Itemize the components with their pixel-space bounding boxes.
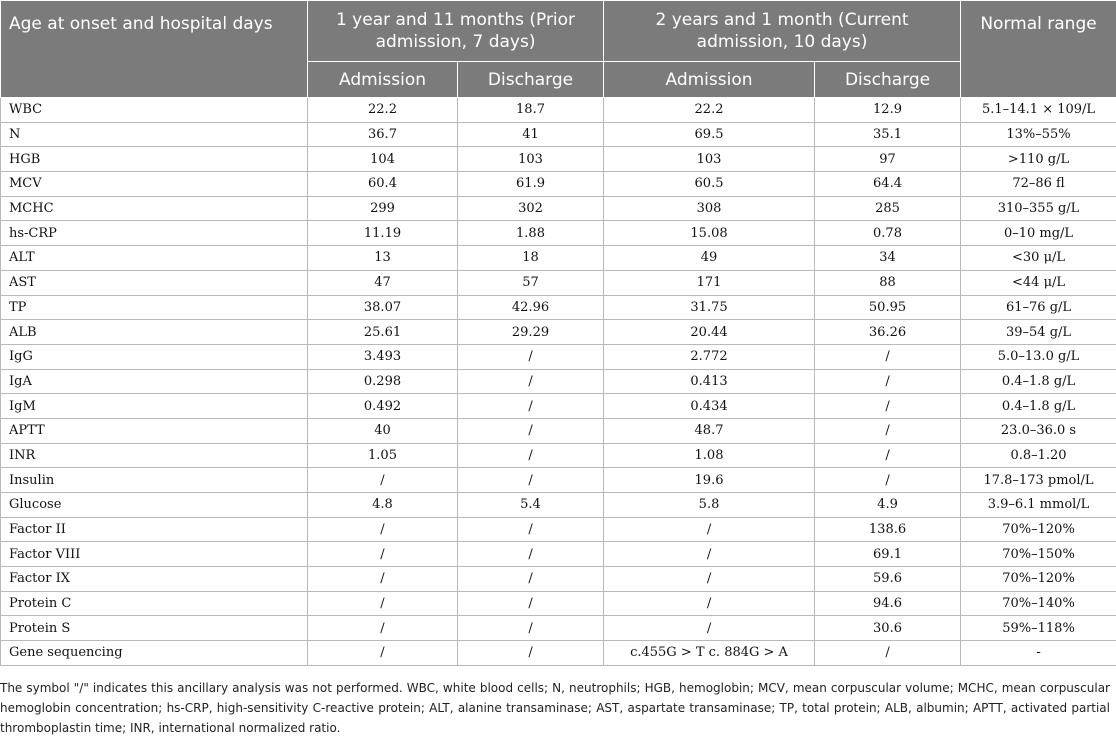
prior-discharge-value: 29.29 [458, 320, 604, 345]
prior-admission-value: 13 [308, 246, 458, 271]
table-row [1, 517, 1116, 542]
prior-discharge-value: / [458, 641, 604, 666]
current-admission-value: 308 [604, 196, 815, 221]
current-discharge-value: / [815, 468, 961, 493]
table-row [1, 468, 1116, 493]
table-row [1, 221, 1116, 246]
row-label: ALB [1, 320, 308, 345]
prior-discharge-value: / [458, 369, 604, 394]
prior-discharge-value: 41 [458, 122, 604, 147]
header-current-admission: 2 years and 1 month (Current admission, 10 days) [604, 1, 961, 62]
row-label: MCV [1, 172, 308, 197]
normal-range-value: 3.9–6.1 mmol/L [961, 493, 1116, 518]
current-discharge-value: 35.1 [815, 122, 961, 147]
current-discharge-value: 285 [815, 196, 961, 221]
prior-discharge-value: / [458, 567, 604, 592]
table-body [1, 98, 1116, 666]
current-discharge-value: 88 [815, 270, 961, 295]
normal-range-value: 310–355 g/L [961, 196, 1116, 221]
table-row [1, 246, 1116, 271]
row-label: Factor II [1, 517, 308, 542]
table-row [1, 270, 1116, 295]
row-label: IgG [1, 344, 308, 369]
row-label: Factor IX [1, 567, 308, 592]
current-discharge-value: / [815, 418, 961, 443]
prior-admission-value: 11.19 [308, 221, 458, 246]
prior-admission-value: 38.07 [308, 295, 458, 320]
prior-discharge-value: / [458, 394, 604, 419]
normal-range-value: 59%–118% [961, 616, 1116, 641]
current-admission-value: 1.08 [604, 443, 815, 468]
row-label: APTT [1, 418, 308, 443]
table-row [1, 196, 1116, 221]
current-discharge-value: 138.6 [815, 517, 961, 542]
table-row [1, 443, 1116, 468]
prior-discharge-value: / [458, 418, 604, 443]
current-discharge-value: / [815, 369, 961, 394]
row-label: Protein S [1, 616, 308, 641]
current-admission-value: 31.75 [604, 295, 815, 320]
row-label: ALT [1, 246, 308, 271]
header-current-discharge-sub: Discharge [815, 62, 961, 98]
current-discharge-value: 69.1 [815, 542, 961, 567]
normal-range-value: 0–10 mg/L [961, 221, 1116, 246]
normal-range-value: 5.1–14.1 × 109/L [961, 98, 1116, 123]
prior-discharge-value: 302 [458, 196, 604, 221]
current-admission-value: 171 [604, 270, 815, 295]
normal-range-value: 70%–120% [961, 517, 1116, 542]
current-admission-value: / [604, 517, 815, 542]
current-discharge-value: / [815, 641, 961, 666]
normal-range-value: 39–54 g/L [961, 320, 1116, 345]
prior-admission-value: 36.7 [308, 122, 458, 147]
normal-range-value: - [961, 641, 1116, 666]
prior-admission-value: 60.4 [308, 172, 458, 197]
table-row [1, 641, 1116, 666]
prior-discharge-value: 1.88 [458, 221, 604, 246]
current-admission-value: 103 [604, 147, 815, 172]
normal-range-value: 72–86 fl [961, 172, 1116, 197]
prior-discharge-value: 18 [458, 246, 604, 271]
current-admission-value: / [604, 591, 815, 616]
table-row [1, 320, 1116, 345]
prior-admission-value: / [308, 567, 458, 592]
normal-range-value: 0.4–1.8 g/L [961, 369, 1116, 394]
normal-range-value: 70%–120% [961, 567, 1116, 592]
prior-discharge-value: / [458, 542, 604, 567]
table-row [1, 394, 1116, 419]
header-first-column: Age at onset and hospital days [1, 1, 308, 98]
table-row [1, 616, 1116, 641]
prior-admission-value: 1.05 [308, 443, 458, 468]
row-label: MCHC [1, 196, 308, 221]
prior-admission-value: 0.492 [308, 394, 458, 419]
current-discharge-value: / [815, 344, 961, 369]
prior-admission-value: 0.298 [308, 369, 458, 394]
row-label: Protein C [1, 591, 308, 616]
normal-range-value: <30 μ/L [961, 246, 1116, 271]
current-discharge-value: 97 [815, 147, 961, 172]
current-discharge-value: 36.26 [815, 320, 961, 345]
row-label: INR [1, 443, 308, 468]
prior-discharge-value: / [458, 591, 604, 616]
prior-admission-value: / [308, 641, 458, 666]
row-label: AST [1, 270, 308, 295]
normal-range-value: 13%–55% [961, 122, 1116, 147]
normal-range-value: 70%–140% [961, 591, 1116, 616]
current-discharge-value: 59.6 [815, 567, 961, 592]
prior-admission-value: 40 [308, 418, 458, 443]
normal-range-value: 17.8–173 pmol/L [961, 468, 1116, 493]
normal-range-value: 23.0–36.0 s [961, 418, 1116, 443]
table-footnote: The symbol "/" indicates this ancillary analysis was not performed. WBC, white blood cells; N, neutrophils; HGB, hemoglobin; MCV, mean corpuscular volume; MCHC, mean corpuscular hemoglobin concentration; hs-CRP, high-sensitivity C-reactive protein; ALT, alanine transaminase; AST, aspartate transaminase; TP, total protein; ALB, albumin; APTT, activated partial thromboplastin time; INR, international normalized ratio. [0, 681, 1110, 735]
normal-range-value: 61–76 g/L [961, 295, 1116, 320]
row-label: IgM [1, 394, 308, 419]
row-label: TP [1, 295, 308, 320]
current-admission-value: 0.434 [604, 394, 815, 419]
current-admission-value: 0.413 [604, 369, 815, 394]
prior-admission-value: / [308, 542, 458, 567]
prior-admission-value: 104 [308, 147, 458, 172]
current-admission-value: c.455G > T c. 884G > A [604, 641, 815, 666]
row-label: Factor VIII [1, 542, 308, 567]
row-label: Glucose [1, 493, 308, 518]
current-discharge-value: 64.4 [815, 172, 961, 197]
prior-admission-value: / [308, 517, 458, 542]
table-row [1, 344, 1116, 369]
prior-discharge-value: 18.7 [458, 98, 604, 123]
table-row [1, 493, 1116, 518]
prior-discharge-value: 57 [458, 270, 604, 295]
table-row [1, 369, 1116, 394]
prior-discharge-value: 61.9 [458, 172, 604, 197]
prior-discharge-value: / [458, 517, 604, 542]
normal-range-value: 70%–150% [961, 542, 1116, 567]
prior-admission-value: 22.2 [308, 98, 458, 123]
row-label: WBC [1, 98, 308, 123]
header-normal-range: Normal range [961, 1, 1116, 98]
current-discharge-value: 30.6 [815, 616, 961, 641]
current-discharge-value: / [815, 443, 961, 468]
header-prior-discharge-sub: Discharge [458, 62, 604, 98]
header-prior-admission: 1 year and 11 months (Prior admission, 7 days) [308, 1, 604, 62]
prior-admission-value: / [308, 591, 458, 616]
row-label: hs-CRP [1, 221, 308, 246]
table-row [1, 172, 1116, 197]
current-admission-value: 48.7 [604, 418, 815, 443]
prior-discharge-value: / [458, 344, 604, 369]
current-discharge-value: 4.9 [815, 493, 961, 518]
prior-admission-value: 3.493 [308, 344, 458, 369]
current-admission-value: / [604, 567, 815, 592]
prior-admission-value: 47 [308, 270, 458, 295]
current-admission-value: / [604, 616, 815, 641]
normal-range-value: 5.0–13.0 g/L [961, 344, 1116, 369]
table-row [1, 591, 1116, 616]
prior-discharge-value: 103 [458, 147, 604, 172]
normal-range-value: <44 μ/L [961, 270, 1116, 295]
current-discharge-value: / [815, 394, 961, 419]
prior-discharge-value: / [458, 468, 604, 493]
row-label: IgA [1, 369, 308, 394]
current-admission-value: 49 [604, 246, 815, 271]
prior-discharge-value: 42.96 [458, 295, 604, 320]
prior-admission-value: / [308, 468, 458, 493]
prior-admission-value: 4.8 [308, 493, 458, 518]
table-row [1, 295, 1116, 320]
row-label: Gene sequencing [1, 641, 308, 666]
current-admission-value: 69.5 [604, 122, 815, 147]
table-header [1, 1, 1116, 98]
current-discharge-value: 12.9 [815, 98, 961, 123]
table-row [1, 98, 1116, 123]
normal-range-value: 0.4–1.8 g/L [961, 394, 1116, 419]
current-admission-value: 15.08 [604, 221, 815, 246]
table-row [1, 542, 1116, 567]
row-label: N [1, 122, 308, 147]
table-row [1, 418, 1116, 443]
current-admission-value: 2.772 [604, 344, 815, 369]
header-prior-admission-sub: Admission [308, 62, 458, 98]
prior-discharge-value: / [458, 616, 604, 641]
current-admission-value: 5.8 [604, 493, 815, 518]
row-label: Insulin [1, 468, 308, 493]
current-admission-value: 19.6 [604, 468, 815, 493]
table-row [1, 122, 1116, 147]
current-discharge-value: 94.6 [815, 591, 961, 616]
current-admission-value: 22.2 [604, 98, 815, 123]
prior-discharge-value: / [458, 443, 604, 468]
prior-discharge-value: 5.4 [458, 493, 604, 518]
current-admission-value: / [604, 542, 815, 567]
table-row [1, 147, 1116, 172]
current-admission-value: 20.44 [604, 320, 815, 345]
normal-range-value: 0.8–1.20 [961, 443, 1116, 468]
prior-admission-value: 25.61 [308, 320, 458, 345]
current-discharge-value: 34 [815, 246, 961, 271]
prior-admission-value: 299 [308, 196, 458, 221]
prior-admission-value: / [308, 616, 458, 641]
current-discharge-value: 50.95 [815, 295, 961, 320]
current-admission-value: 60.5 [604, 172, 815, 197]
header-current-admission-sub: Admission [604, 62, 815, 98]
normal-range-value: >110 g/L [961, 147, 1116, 172]
table-row [1, 567, 1116, 592]
current-discharge-value: 0.78 [815, 221, 961, 246]
row-label: HGB [1, 147, 308, 172]
